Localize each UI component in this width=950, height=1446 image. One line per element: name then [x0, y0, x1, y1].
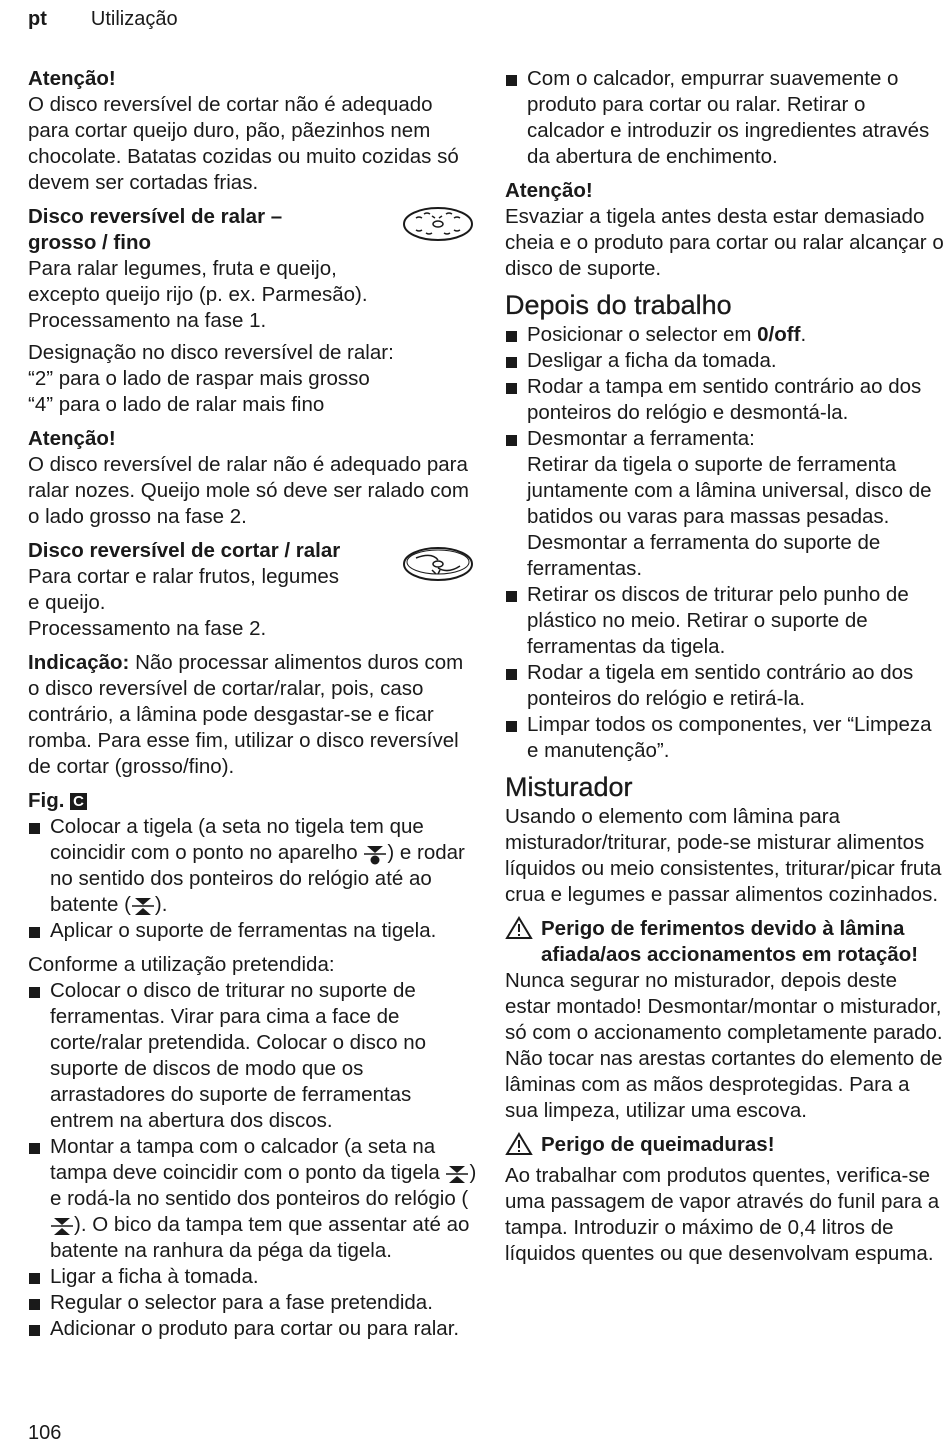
- list-item: Colocar o disco de triturar no suporte de ferramentas. Virar para cima a face de corte/ralar pretendida. Colocar o disco no suporte de discos de modo que os arrastadores do suporte de ferramentas entrem na abertura dos discos.: [28, 978, 478, 1134]
- attention-block-2: [28, 426, 478, 530]
- note-label: Indicação:: [28, 651, 130, 674]
- selector-value: 0/off: [757, 323, 801, 346]
- list-item: Aplicar o suporte de ferramentas na tigela.: [28, 918, 478, 944]
- cutter-heading: Disco reversível de cortar / ralar: [28, 539, 341, 562]
- list-item: Retirar os discos de triturar pelo punho de plástico no meio. Retirar o suporte de ferramentas da tigela.: [505, 582, 945, 660]
- attention-heading: Atenção!: [28, 67, 116, 90]
- list-item: Rodar a tampa em sentido contrário ao dos ponteiros do relógio e desmontá-la.: [505, 374, 945, 426]
- align-arrow-dot-icon: [363, 843, 387, 865]
- align-arrow-arrow-icon: [445, 1163, 469, 1185]
- list-item: Desligar a ficha da tomada.: [505, 348, 945, 374]
- list-item: [28, 814, 478, 918]
- attention-block-1: [28, 66, 478, 196]
- grater-section: [28, 204, 478, 334]
- grater-disc-icon: [402, 204, 474, 244]
- list-item: [505, 426, 945, 582]
- step-text: ) e rodar no sentido dos ponteiros do relógio até ao batente (: [50, 841, 465, 916]
- list-item: Rodar a tigela em sentido contrário ao dos ponteiros do relógio e retirá-la.: [505, 660, 945, 712]
- designation-line: “4” para o lado de ralar mais fino: [28, 393, 325, 416]
- danger-text: Nunca segurar no misturador, depois deste estar montado! Desmontar/montar o misturador, só com o accionamento completamente parado. Não tocar nas arestas cortantes do elemento de lâminas com as mãos desprotegidas. Para a sua limpeza, utilizar uma escova.: [505, 969, 943, 1122]
- attention-text: O disco reversível de cortar não é adequado para cortar queijo duro, pão, pãezinhos nem chocolate. Batatas cozidas ou muito cozidas só devem ser cortadas frias.: [28, 93, 459, 194]
- align-arrow-arrow-icon: [131, 895, 155, 917]
- danger-text: Ao trabalhar com produtos quentes, verifica-se uma passagem de vapor através do funil para a tampa. Introduzir o máximo de 0,4 litros de líquidos quentes ou que desenvolvam espuma.: [505, 1164, 940, 1265]
- cutter-phase: Processamento na fase 2.: [28, 617, 267, 640]
- section-title: Utilização: [90, 8, 178, 30]
- conform-text: Conforme a utilização pretendida:: [28, 953, 335, 976]
- figure-reference: [28, 788, 478, 814]
- attention-heading: Atenção!: [28, 427, 116, 450]
- grater-text: Para ralar legumes, fruta e queijo, excepto queijo rijo (p. ex. Parmesão).: [28, 257, 368, 306]
- list-item: [28, 1134, 478, 1264]
- step-text: Colocar a tigela (a seta no tigela tem que coincidir com o ponto no aparelho: [50, 815, 424, 864]
- attention-heading: Atenção!: [505, 179, 593, 202]
- after-work-list: [505, 322, 945, 764]
- warning-triangle-icon: [505, 916, 541, 968]
- cutter-text: e queijo.: [28, 591, 106, 614]
- attention-block-3: [505, 178, 945, 282]
- steps-list-2: [28, 978, 478, 1342]
- step-text: ) e rodá-la no sentido dos ponteiros do relógio (: [50, 1161, 477, 1210]
- list-item: [505, 322, 945, 348]
- step-text: .: [800, 323, 807, 346]
- list-item: Limpar todos os componentes, ver “Limpeza e manutenção”.: [505, 712, 945, 764]
- list-item: Ligar a ficha à tomada.: [28, 1264, 478, 1290]
- section-heading-mixer: Misturador: [505, 772, 633, 802]
- step-text: Desmontar a ferramenta:: [527, 427, 755, 450]
- grater-heading-line2: grosso / fino: [28, 231, 151, 254]
- designation-line: Designação no disco reversível de ralar:: [28, 341, 394, 364]
- step-text: ).: [154, 893, 168, 916]
- page-number: 106: [28, 1422, 62, 1444]
- step-text: Montar a tampa com o calcador (a seta na tampa deve coincidir com o ponto da tigela: [50, 1135, 446, 1184]
- right-column: [505, 66, 945, 1275]
- steps-list-1: [28, 814, 478, 944]
- danger-heading-burn: [505, 1132, 945, 1163]
- designation-block: [28, 340, 478, 418]
- fig-letter-badge: C: [70, 793, 87, 810]
- mixer-text: Usando o elemento com lâmina para misturador/triturar, pode-se misturar alimentos líquidos ou meio consistentes, triturar/picar fruta crua e legumes e passar alimentos cozinhados.: [505, 805, 942, 906]
- cutter-text: Para cortar e ralar frutos, legumes: [28, 565, 340, 588]
- attention-text: O disco reversível de ralar não é adequado para ralar nozes. Queijo mole só deve ser ralado com o lado grosso na fase 2.: [28, 453, 469, 528]
- attention-text: Esvaziar a tigela antes desta estar demasiado cheia e o produto para cortar ou ralar alcançar o disco de suporte.: [505, 205, 944, 280]
- warning-triangle-icon: [505, 1132, 541, 1163]
- section-heading-after-work: Depois do trabalho: [505, 290, 732, 320]
- step-text: Posicionar o selector em: [527, 323, 758, 346]
- fig-label: Fig.: [28, 789, 65, 812]
- list-item: Adicionar o produto para cortar ou para ralar.: [28, 1316, 478, 1342]
- step-text: Retirar da tigela o suporte de ferramenta juntamente com a lâmina universal, disco de batidos ou varas para massas pesadas. Desmontar a ferramenta do suporte de ferramentas.: [527, 453, 932, 580]
- cutter-section: [28, 538, 478, 642]
- grater-heading-line1: Disco reversível de ralar –: [28, 205, 283, 228]
- page-header: [28, 6, 178, 32]
- list-item: Regular o selector para a fase pretendida.: [28, 1290, 478, 1316]
- danger-heading-injury: [505, 916, 945, 968]
- steps-list-3: [505, 66, 945, 170]
- grater-phase: Processamento na fase 1.: [28, 309, 267, 332]
- left-column: [28, 66, 478, 1350]
- note-block: [28, 650, 478, 780]
- slicer-disc-icon: [402, 544, 474, 584]
- danger-title: Perigo de queimaduras!: [541, 1133, 775, 1156]
- designation-line: “2” para o lado de raspar mais grosso: [28, 367, 370, 390]
- note-text: Não processar alimentos duros com o disco reversível de cortar/ralar, pois, caso contrário, a lâmina pode desgastar-se e ficar romba. Para esse fim, utilizar o disco reversível de cortar (grosso/fino).: [28, 651, 464, 778]
- list-item: Com o calcador, empurrar suavemente o produto para cortar ou ralar. Retirar o calcador e introduzir os ingredientes através da abertura de enchimento.: [505, 66, 945, 170]
- align-arrow-arrow-icon: [50, 1215, 74, 1237]
- language-code: pt: [28, 8, 47, 30]
- danger-title: Perigo de ferimentos devido à lâmina afiada/aos accionamentos em rotação!: [541, 917, 919, 966]
- step-text: ). O bico da tampa tem que assentar até ao batente na ranhura da péga da tigela.: [50, 1213, 470, 1262]
